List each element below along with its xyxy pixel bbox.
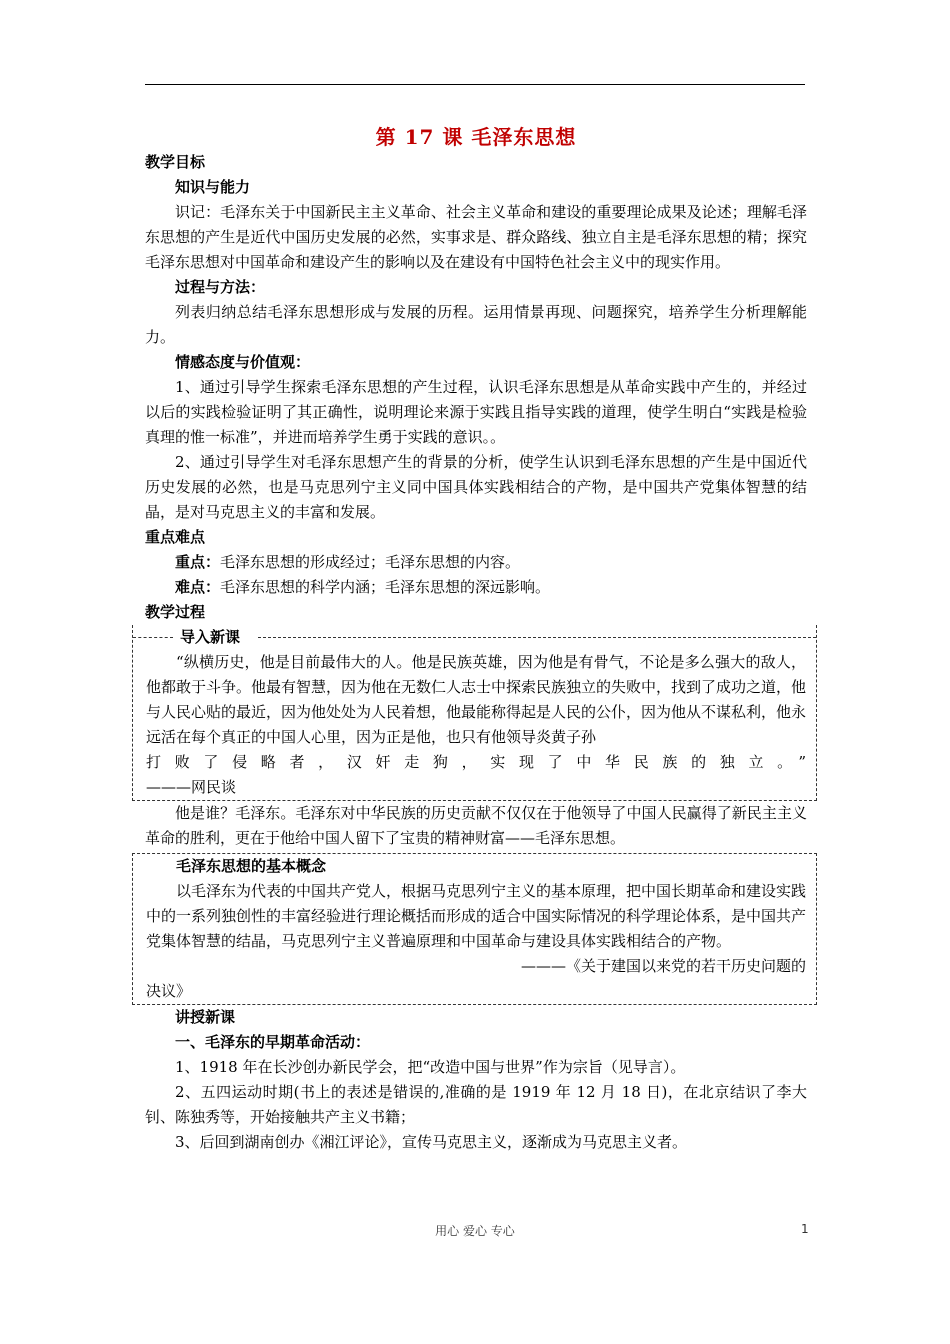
early-item-2: 2、五四运动时期(书上的表述是错误的,准确的是 1919 年 12 月 18 日)，在北京结识了李大钊、陈独秀等，开始接触共产主义书籍； [145,1083,807,1126]
new-lesson-heading: 讲授新课 [175,1008,236,1026]
process-method-heading: 过程与方法： [175,278,266,296]
intro-box-header [146,625,806,650]
concept-box [132,853,817,1005]
emotion-item-1: 1、通过引导学生探索毛泽东思想的产生过程，认识毛泽东思想是从革命实践中产生的，并经过以后的实践检验证明了其正确性，说明理论来源于实践且指导实践的道理，使学生明白“实践是检验真理的惟一标准”，并进而培养学生勇于实践的意识。。 [145,378,807,446]
goals-heading: 教学目标 [145,153,206,171]
document-page [145,84,807,1155]
quote-source: ———网民谈 [146,778,237,796]
difficulty-label: 难点： [175,578,221,596]
concept-source-end: 决议》 [146,982,192,1000]
difficulty-text: 毛泽东思想的科学内涵；毛泽东思想的深远影响。 [220,578,551,596]
knowledge-text: 识记：毛泽东关于中国新民主主义革命、社会主义革命和建设的重要理论成果及论述；理解毛泽东思想的产生是近代中国历史发展的必然，实事求是、群众路线、独立自主是毛泽东思想的精；探究毛泽东思想对中国革命和建设产生的影响以及在建设有中国特色社会主义中的现实作用。 [145,203,807,271]
page-title: 第 17 课 毛泽东思想 [375,125,577,149]
concept-source: ———《关于建国以来党的若干历史问题的 [520,957,806,975]
concept-text: 以毛泽东为代表的中国共产党人，根据马克思列宁主义的基本原理，把中国长期革命和建设实践中的一系列独创性的丰富经验进行理论概括而形成的适合中国实际情况的科学理论体系，是中国共产党集体智慧的结晶，马克思列宁主义普遍原理和中国革命与建设具体实践相结合的产物。 [146,882,807,950]
process-heading: 教学过程 [145,603,206,621]
early-item-3: 3、后回到湖南创办《湘江评论》，宣传马克思主义，逐渐成为马克思主义者。 [175,1133,688,1151]
intro-heading: 导入新课 [176,625,244,650]
intro-quote-box [132,625,817,801]
key-text: 毛泽东思想的形成经过；毛泽东思想的内容。 [220,553,521,571]
footer-text: 用心 爱心 专心 [435,1224,515,1238]
who-text: 他是谁？毛泽东。毛泽东对中华民族的历史贡献不仅仅在于他领导了中国人民赢得了新民主主义革命的胜利，更在于他给中国人留下了宝贵的精神财富——毛泽东思想。 [145,804,807,847]
quote-text-end: 打败了侵略者，汉奸走狗，实现了中华民族的独立。” [146,753,806,771]
emotion-heading: 情感态度与价值观： [175,353,311,371]
emotion-item-2: 2、通过引导学生对毛泽东思想产生的背景的分析，使学生认识到毛泽东思想的产生是中国近代历史发展的必然，也是马克思列宁主义同中国具体实践相结合的产物，是中国共产党集体智慧的结晶，是对马克思主义的丰富和发展。 [145,453,807,521]
quote-text: “纵横历史，他是目前最伟大的人。他是民族英雄，因为他是有骨气，不论是多么强大的敌人，他都敢于斗争。他最有智慧，因为他在无数仁人志士中探索民族独立的失败中，找到了成功之道，他与人民心贴的最近，因为他处处为人民着想，他最能称得起是人民的公仆，因为他从不谋私利，他永远活在每个真正的中国人心里，因为正是他，也只有他领导炎黄子孙 [146,653,807,746]
knowledge-heading: 知识与能力 [175,178,251,196]
early-activities-heading: 一、毛泽东的早期革命活动： [175,1033,371,1051]
key-point-line [145,550,807,575]
key-points-heading: 重点难点 [145,528,206,546]
page-number: 1 [801,1222,809,1236]
process-method-text: 列表归纳总结毛泽东思想形成与发展的历程。运用情景再现、问题探究，培养学生分析理解能力。 [145,303,807,346]
difficulty-line [145,575,807,600]
key-label: 重点： [175,553,221,571]
early-item-1: 1、1918 年在长沙创办新民学会，把“改造中国与世界”作为宗旨（见导言）。 [175,1058,686,1076]
concept-heading: 毛泽东思想的基本概念 [176,857,327,875]
